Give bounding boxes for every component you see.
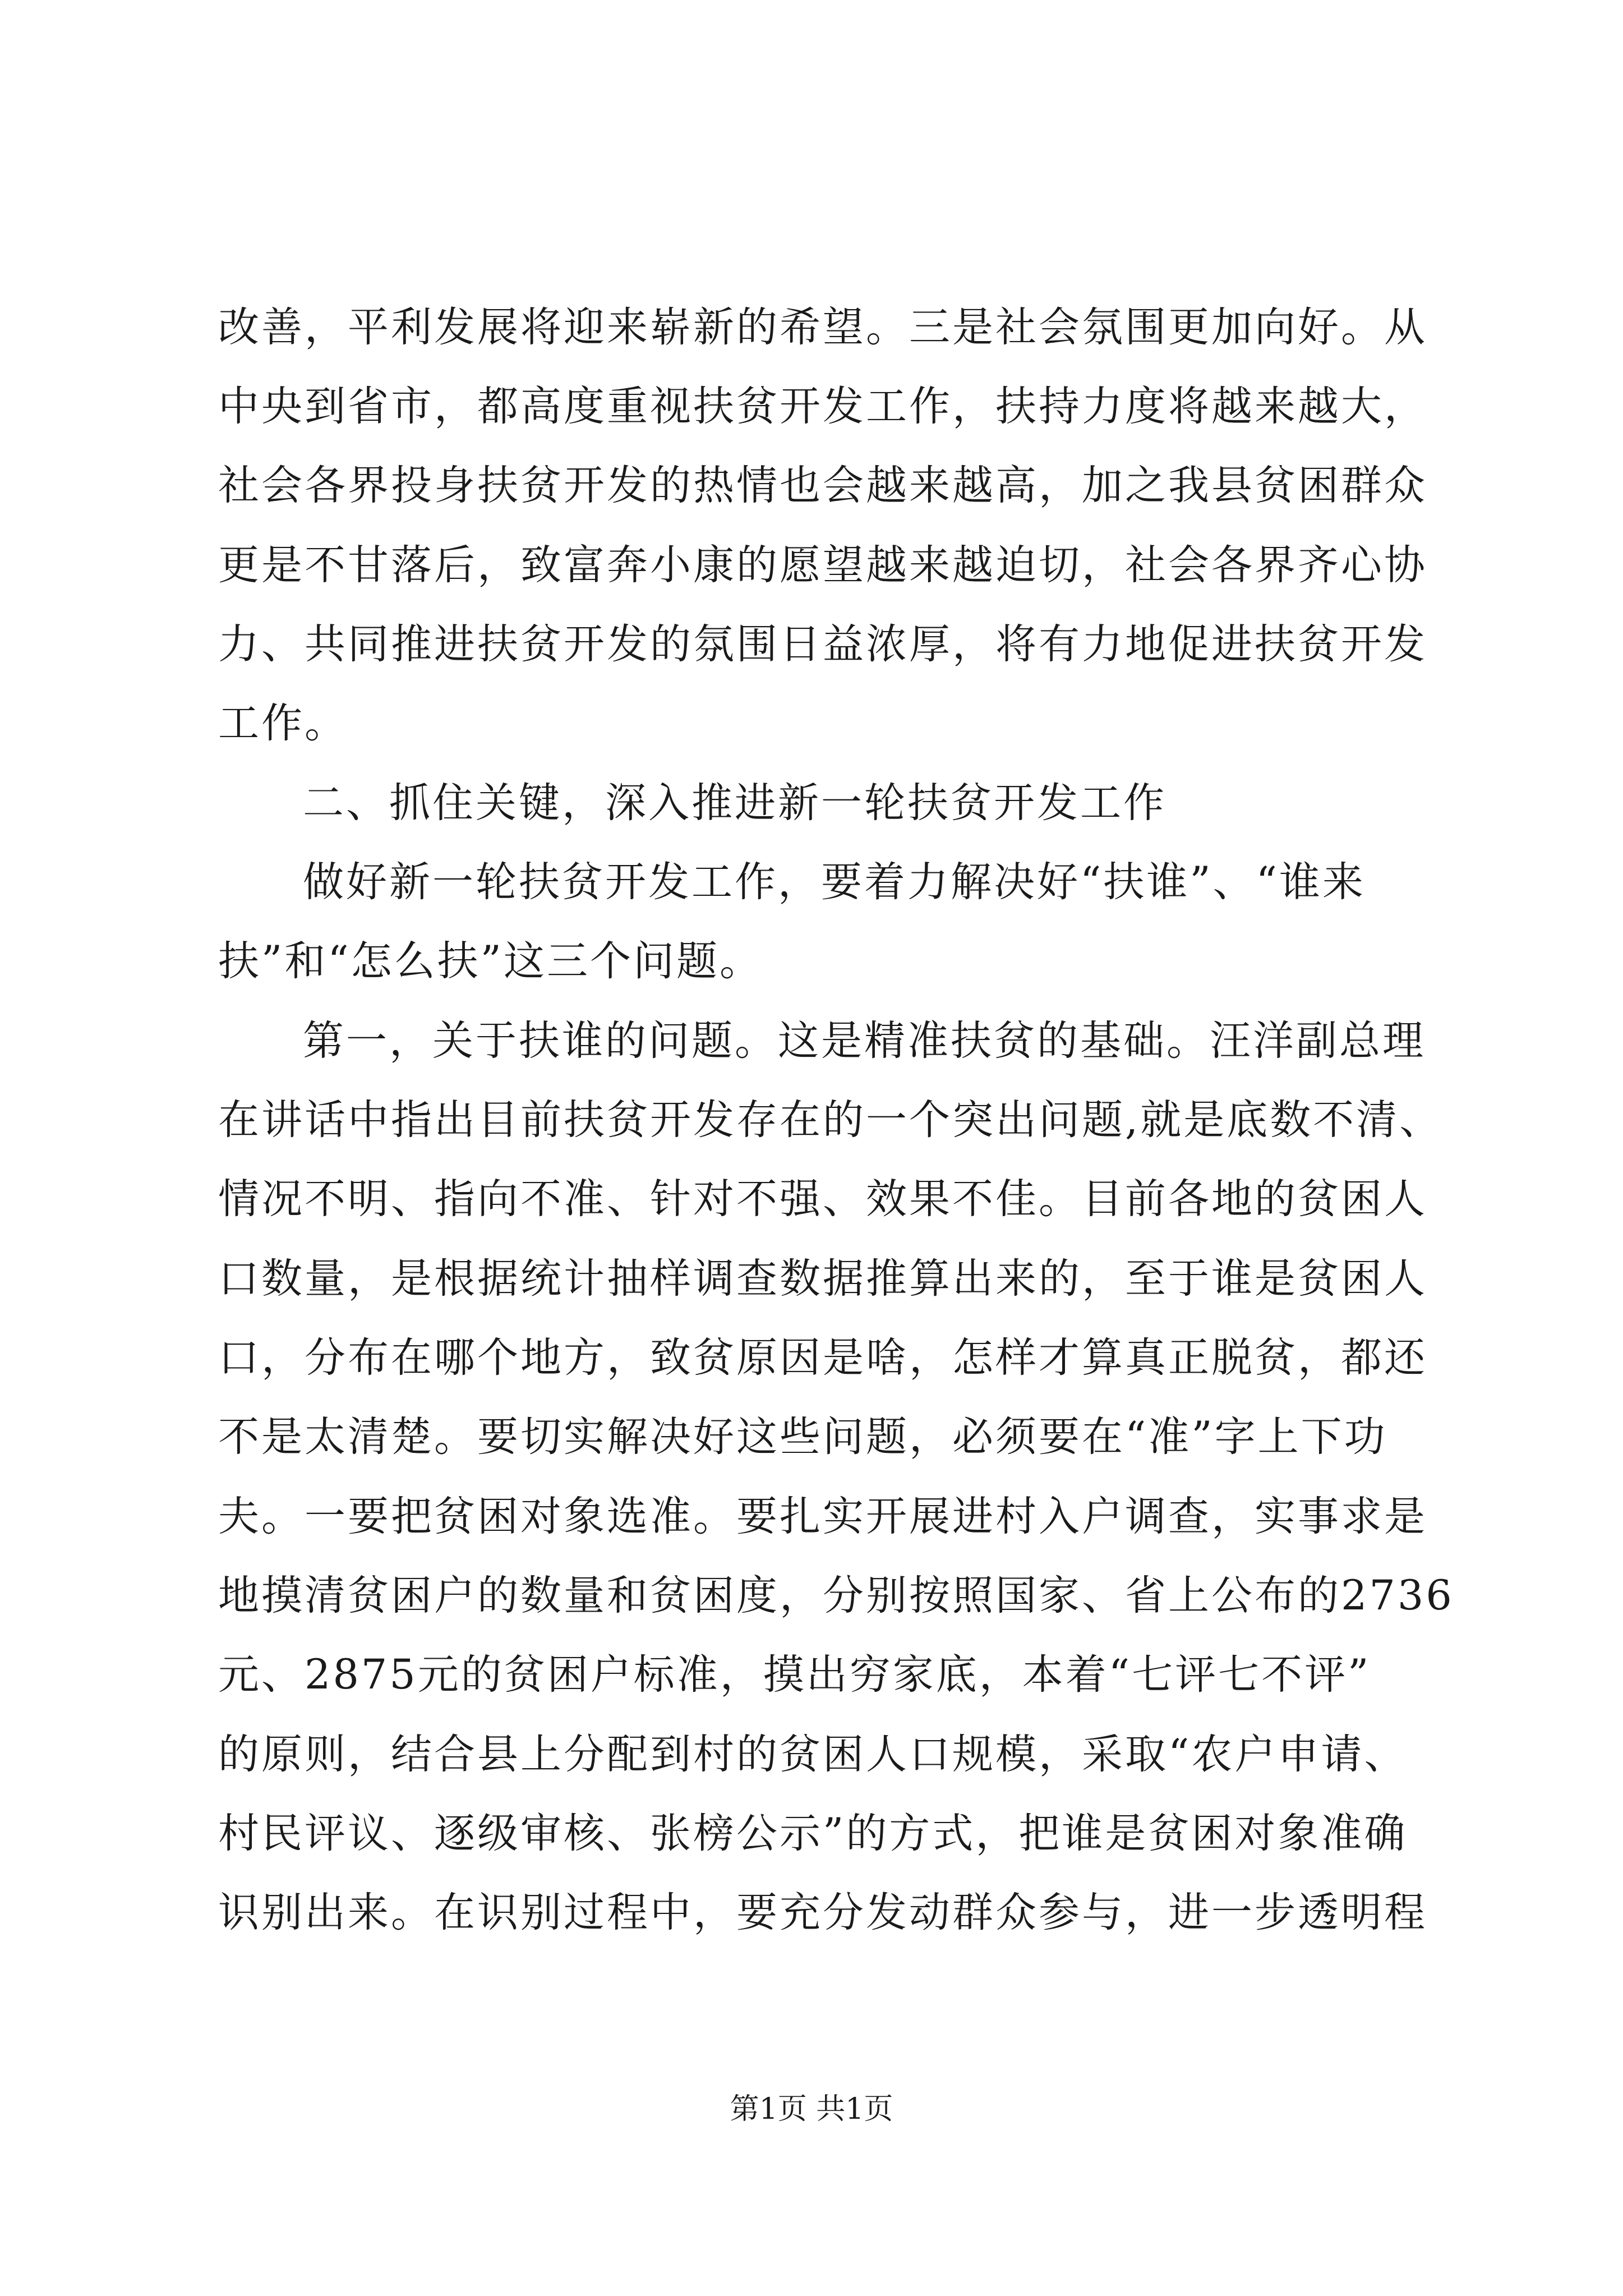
text-line: 的原则，结合县上分配到村的贫困人口规模，采取“农户申请、 [218,1731,1408,1778]
text-line: 做好新一轮扶贫开发工作，要着力解决好“扶谁”、“谁来 [303,858,1366,906]
text-line: 社会各界投身扶贫开发的热情也会越来越高，加之我县贫困群众 [218,462,1427,509]
text-line: 识别出来。在识别过程中，要充分发动群众参与，进一步透明程 [218,1889,1427,1936]
text-line: 工作。 [218,700,348,747]
page-number-footer: 第1页 共1页 [730,2092,893,2126]
text-line: 地摸清贫困户的数量和贫困度，分别按照国家、省上公布的2736 [218,1572,1454,1619]
text-line: 口，分布在哪个地方，致贫原因是啥，怎样才算真正脱贫，都还 [218,1334,1427,1382]
text-line: 口数量，是根据统计抽样调查数据推算出来的，至于谁是贫困人 [218,1255,1427,1303]
text-line: 扶”和“怎么扶”这三个问题。 [218,937,763,985]
text-line: 不是太清楚。要切实解决好这些问题，必须要在“准”字上下功 [218,1413,1387,1461]
text-line: 第一，关于扶谁的问题。这是精准扶贫的基础。汪洋副总理 [303,1017,1426,1065]
text-line: 力、共同推进扶贫开发的氛围日益浓厚，将有力地促进扶贫开发 [218,620,1427,668]
text-line: 夫。一要把贫困对象选准。要扎实开展进村入户调查，实事求是 [218,1493,1427,1540]
text-line: 改善，平利发展将迎来崭新的希望。三是社会氛围更加向好。从 [218,303,1427,351]
text-line: 更是不甘落后，致富奔小康的愿望越来越迫切，社会各界齐心协 [218,541,1427,589]
text-line: 情况不明、指向不准、针对不强、效果不佳。目前各地的贫困人 [218,1175,1427,1223]
text-line: 中央到省市，都高度重视扶贫开发工作，扶持力度将越来越大， [218,383,1427,430]
text-line: 元、2875元的贫困户标准，摸出穷家底，本着“七评七不评” [218,1651,1371,1699]
text-line: 村民评议、逐级审核、张榜公示”的方式，把谁是贫困对象准确 [218,1810,1408,1857]
section-heading: 二、抓住关键，深入推进新一轮扶贫开发工作 [303,779,1166,827]
text-line: 在讲话中指出目前扶贫开发存在的一个突出问题,就是底数不清、 [218,1096,1443,1144]
